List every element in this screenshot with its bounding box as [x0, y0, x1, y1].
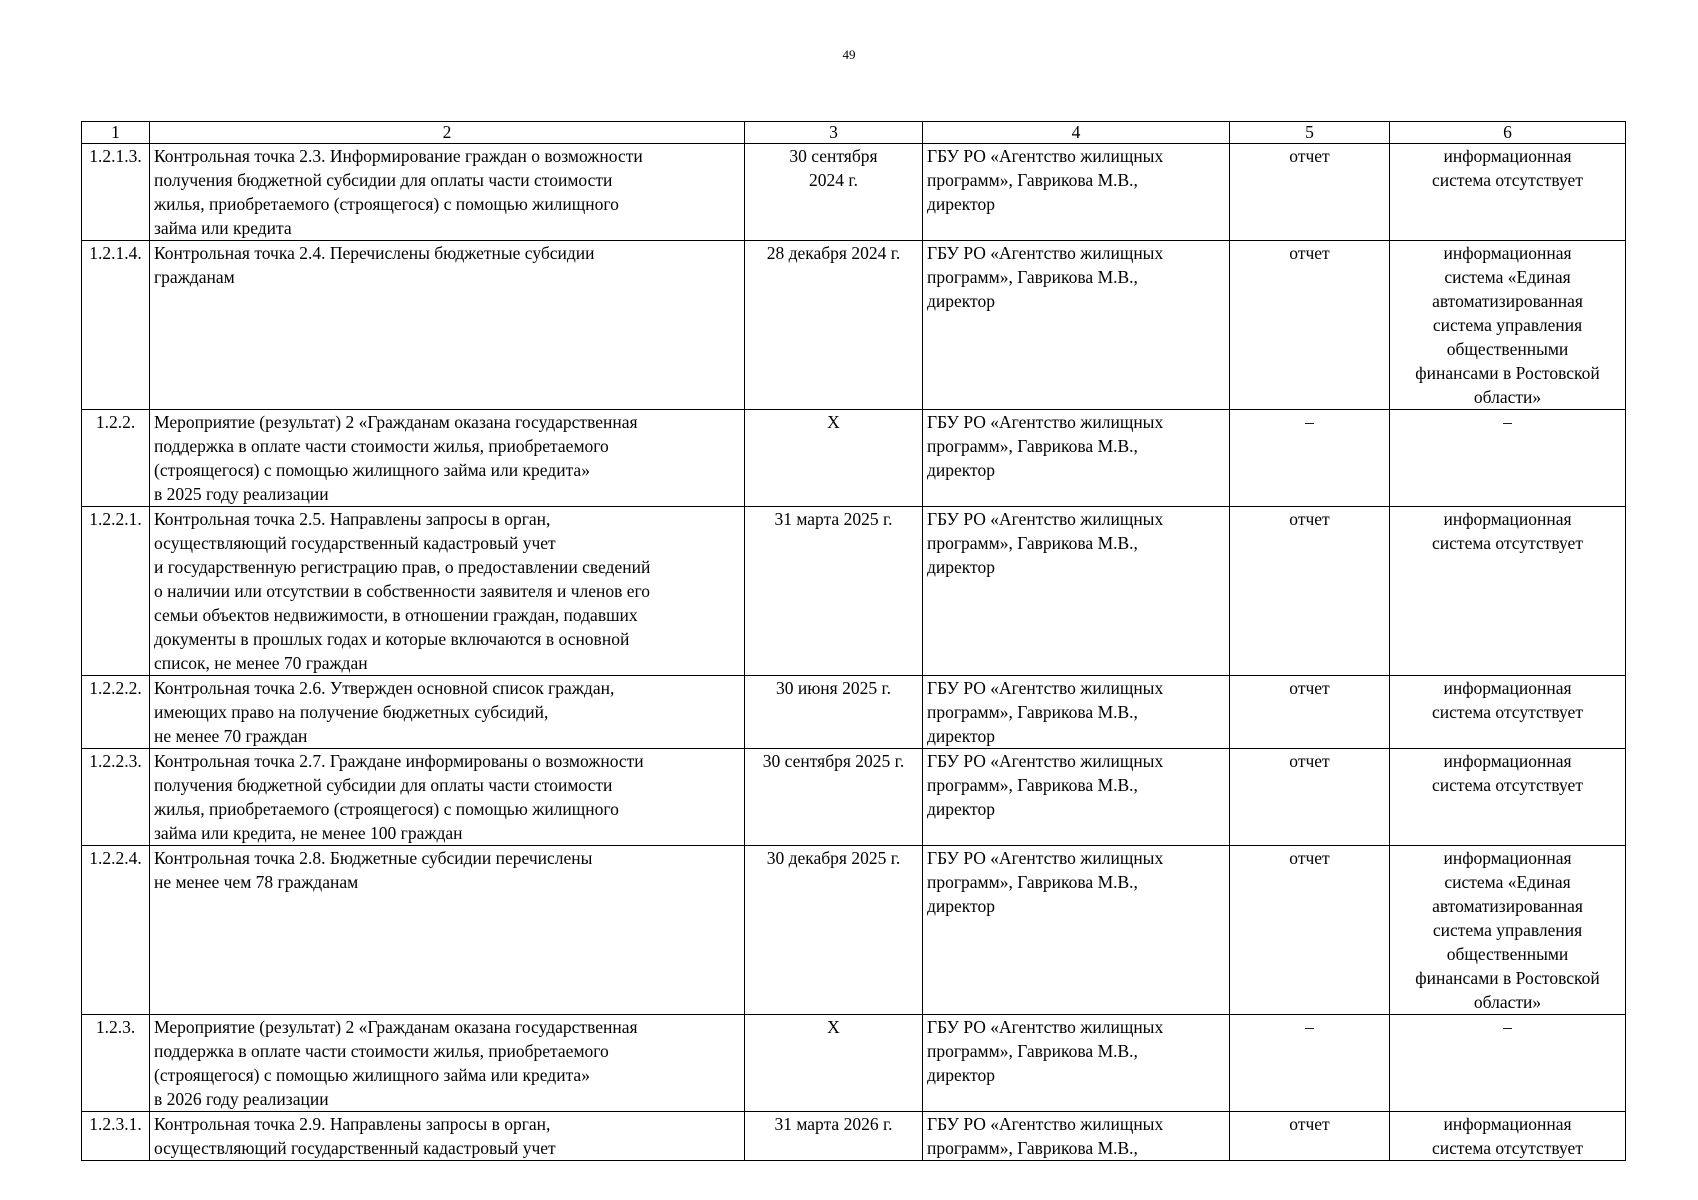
table-row [82, 749, 1626, 846]
item-responsible: ГБУ РО «Агентство жилищных программ», Гаврикова М.В., директор [923, 1015, 1230, 1112]
item-information-system: – [1390, 410, 1626, 507]
item-information-system: информационная система отсутствует [1390, 507, 1626, 676]
item-information-system: информационная система отсутствует [1390, 676, 1626, 749]
item-description: Контрольная точка 2.9. Направлены запросы в орган, осуществляющий государственный кадастровый учет [150, 1112, 745, 1161]
item-description: Контрольная точка 2.4. Перечислены бюджетные субсидии гражданам [150, 241, 745, 410]
item-document-type: отчет [1230, 749, 1390, 846]
item-responsible: ГБУ РО «Агентство жилищных программ», Гаврикова М.В., директор [923, 410, 1230, 507]
item-deadline: Х [745, 1015, 923, 1112]
page-number: 49 [842, 47, 856, 62]
item-deadline: 30 сентября 2024 г. [745, 144, 923, 241]
table-row [82, 410, 1626, 507]
column-header: 6 [1390, 122, 1626, 144]
item-description: Контрольная точка 2.7. Граждане информированы о возможности получения бюджетной субсидии для оплаты части стоимости жилья, приобретаемого (строящегося) с помощью жилищного займа или кредита, не менее 100 граждан [150, 749, 745, 846]
column-header: 3 [745, 122, 923, 144]
item-deadline: 30 июня 2025 г. [745, 676, 923, 749]
control-points-table [81, 121, 1626, 1161]
item-document-type: отчет [1230, 507, 1390, 676]
item-number: 1.2.3. [82, 1015, 150, 1112]
item-information-system: информационная система «Единая автоматизированная система управления общественными финансами в Ростовской области» [1390, 846, 1626, 1015]
item-deadline: 31 марта 2025 г. [745, 507, 923, 676]
table-row [82, 144, 1626, 241]
table-header-row [82, 122, 1626, 144]
item-responsible: ГБУ РО «Агентство жилищных программ», Гаврикова М.В., директор [923, 507, 1230, 676]
item-responsible: ГБУ РО «Агентство жилищных программ», Гаврикова М.В., директор [923, 846, 1230, 1015]
column-header: 1 [82, 122, 150, 144]
column-header: 5 [1230, 122, 1390, 144]
table-row [82, 846, 1626, 1015]
item-information-system: информационная система отсутствует [1390, 1112, 1626, 1161]
item-information-system: – [1390, 1015, 1626, 1112]
item-deadline: 30 сентября 2025 г. [745, 749, 923, 846]
item-responsible: ГБУ РО «Агентство жилищных программ», Гаврикова М.В., директор [923, 749, 1230, 846]
item-document-type: отчет [1230, 676, 1390, 749]
item-deadline: 31 марта 2026 г. [745, 1112, 923, 1161]
item-number: 1.2.3.1. [82, 1112, 150, 1161]
item-document-type: отчет [1230, 1112, 1390, 1161]
item-description: Мероприятие (результат) 2 «Гражданам оказана государственная поддержка в оплате части стоимости жилья, приобретаемого (строящегося) с помощью жилищного займа или кредита» в 2026 году реализации [150, 1015, 745, 1112]
item-number: 1.2.2.3. [82, 749, 150, 846]
item-deadline: 28 декабря 2024 г. [745, 241, 923, 410]
item-deadline: 30 декабря 2025 г. [745, 846, 923, 1015]
table-row [82, 507, 1626, 676]
table-row [82, 1015, 1626, 1112]
item-number: 1.2.1.4. [82, 241, 150, 410]
item-document-type: – [1230, 1015, 1390, 1112]
item-document-type: отчет [1230, 846, 1390, 1015]
item-responsible: ГБУ РО «Агентство жилищных программ», Гаврикова М.В., директор [923, 144, 1230, 241]
item-number: 1.2.1.3. [82, 144, 150, 241]
item-number: 1.2.2.1. [82, 507, 150, 676]
item-description: Мероприятие (результат) 2 «Гражданам оказана государственная поддержка в оплате части стоимости жилья, приобретаемого (строящегося) с помощью жилищного займа или кредита» в 2025 году реализации [150, 410, 745, 507]
table-row [82, 676, 1626, 749]
item-number: 1.2.2.4. [82, 846, 150, 1015]
item-information-system: информационная система отсутствует [1390, 749, 1626, 846]
item-number: 1.2.2. [82, 410, 150, 507]
item-responsible: ГБУ РО «Агентство жилищных программ», Гаврикова М.В., директор [923, 241, 1230, 410]
item-document-type: – [1230, 410, 1390, 507]
column-header: 2 [150, 122, 745, 144]
item-document-type: отчет [1230, 241, 1390, 410]
item-description: Контрольная точка 2.8. Бюджетные субсидии перечислены не менее чем 78 гражданам [150, 846, 745, 1015]
table-row [82, 241, 1626, 410]
item-responsible: ГБУ РО «Агентство жилищных программ», Гаврикова М.В., [923, 1112, 1230, 1161]
column-header: 4 [923, 122, 1230, 144]
item-deadline: Х [745, 410, 923, 507]
item-description: Контрольная точка 2.5. Направлены запросы в орган, осуществляющий государственный кадастровый учет и государственную регистрацию прав, о предоставлении сведений о наличии или отсутствии в собственности заявителя и членов его семьи объектов недвижимости, в отношении граждан, подавших документы в прошлых годах и которые включаются в основной список, не менее 70 граждан [150, 507, 745, 676]
item-number: 1.2.2.2. [82, 676, 150, 749]
item-description: Контрольная точка 2.6. Утвержден основной список граждан, имеющих право на получение бюджетных субсидий, не менее 70 граждан [150, 676, 745, 749]
item-information-system: информационная система отсутствует [1390, 144, 1626, 241]
table-row [82, 1112, 1626, 1161]
item-responsible: ГБУ РО «Агентство жилищных программ», Гаврикова М.В., директор [923, 676, 1230, 749]
item-document-type: отчет [1230, 144, 1390, 241]
item-information-system: информационная система «Единая автоматизированная система управления общественными финансами в Ростовской области» [1390, 241, 1626, 410]
item-description: Контрольная точка 2.3. Информирование граждан о возможности получения бюджетной субсидии для оплаты части стоимости жилья, приобретаемого (строящегося) с помощью жилищного займа или кредита [150, 144, 745, 241]
